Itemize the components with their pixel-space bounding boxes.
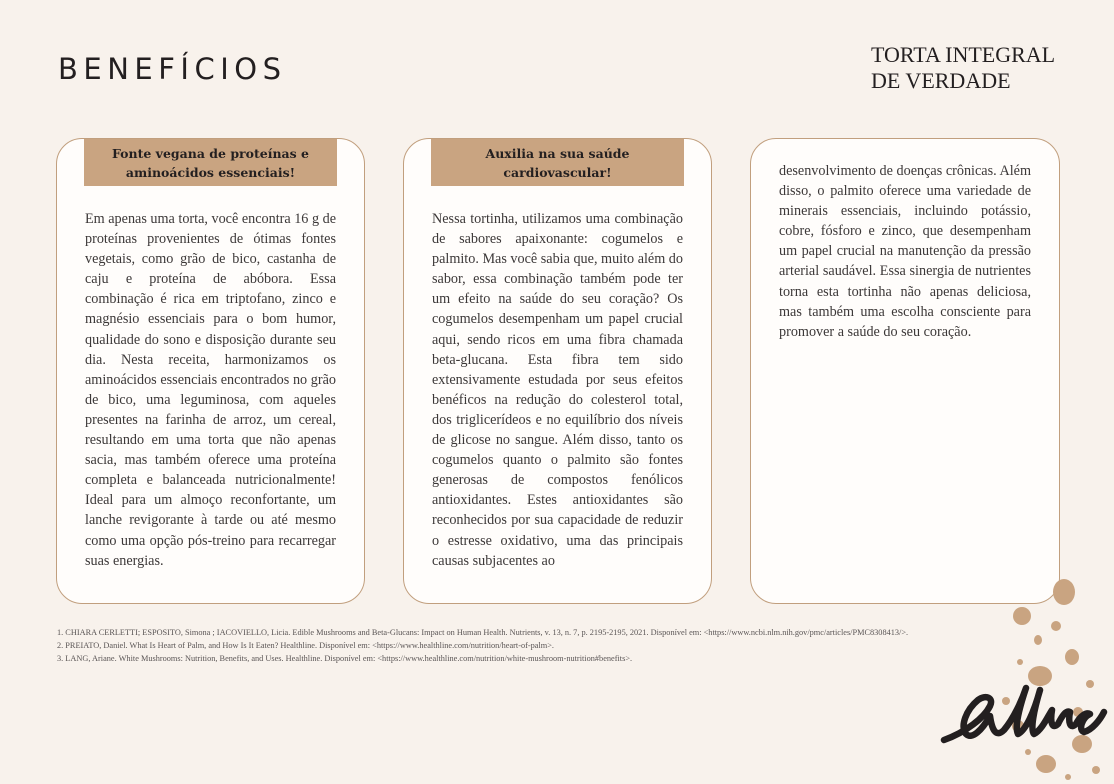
card-heading: Fonte vegana de proteínas e aminoácidos essenciais! bbox=[84, 139, 337, 186]
card-body-text: Nessa tortinha, utilizamos uma combinação de sabores apaixonante: cogumelos e palmito. Mas você sabia que, muito além do sabor, essa combinação também pode ter um efeito na saúde do seu coração? Os cogumelos desempenham um papel crucial aqui, sendo ricos em uma fibra chamada beta-glucana. Esta fibra tem sido extensivamente estudada por seus efeitos benéficos na redução do colesterol total, dos triglicerídeos e no equilíbrio dos níveis de glicose no sangue. Além disso, tanto os cogumelos quanto o palmito são fontes generosas de compostos fenólicos antioxidantes. Estes antioxidantes são reconhecidos por sua capacidade de reduzir o estresse oxidativo, uma das principais causas subjacentes ao bbox=[432, 211, 683, 569]
product-name-line-1: TORTA INTEGRAL bbox=[871, 42, 1056, 67]
card-heading: Auxilia na sua saúde cardiovascular! bbox=[431, 139, 684, 186]
benefit-card-protein bbox=[56, 138, 365, 604]
product-name bbox=[871, 42, 1055, 94]
page-title: BENEFÍCIOS bbox=[58, 52, 287, 86]
footnote: 2. PREIATO, Daniel. What Is Heart of Palm, and How Is It Eaten? Healthline. Disponível em: <https://www.healthline.com/nutrition/heart-of-palm>. bbox=[57, 641, 554, 651]
card-body-text: Em apenas uma torta, você encontra 16 g de proteínas provenientes de ótimas fontes vegetais, como grão de bico, castanha de caju e proteína de abóbora. Essa combinação é rica em triptofano, zinco e magnésio essenciais para o bom humor, qualidade do sono e disposição durante seu dia. Nesta receita, harmonizamos os aminoácidos essenciais encontrados no grão de bico, uma leguminosa, com aqueles presentes na farinha de arroz, um cereal, resultando em uma torta que não apenas sacia, mas também oferece uma proteína completa e balanceada nutricionalmente! Ideal para um almoço reconfortante, um lanche revigorante à tarde ou até mesmo como uma opção pós-treino para recarregar suas energias. bbox=[85, 211, 336, 569]
benefit-card-continuation bbox=[750, 138, 1060, 604]
dot-pattern bbox=[1002, 579, 1100, 780]
product-name-line-2: DE VERDADE bbox=[871, 68, 1011, 93]
footnotes bbox=[57, 626, 917, 666]
benefit-card-cardiovascular bbox=[403, 138, 712, 604]
footnote: 1. CHIARA CERLETTI; ESPOSITO, Simona ; IACOVIELLO, Licia. Edible Mushrooms and Beta-Glucans: Impact on Human Health. Nutrients, v. 13, n. 7, p. 2195-2195, 2021. Disponível em: <https://www.ncbi.nlm.nih.gov/pmc/articles/PMC8308413/>. bbox=[57, 628, 909, 637]
footnote: 3. LANG, Ariane. White Mushrooms: Nutrition, Benefits, and Uses. Healthline. Disponível em: <https://www.healthline.com/nutrition/white-mushroom-nutrition#benefits>. bbox=[57, 654, 633, 664]
card-body-text: desenvolvimento de doenças crônicas. Além disso, o palmito oferece uma variedade de minerais essenciais, incluindo potássio, cobre, fósforo e zinco, que desempenham um papel crucial na manutenção da pressão arterial saudável. Essa sinergia de nutrientes torna esta tortinha não apenas deliciosa, mas também uma escolha consciente para promover a saúde do seu coração. bbox=[779, 163, 1031, 340]
allma-logo bbox=[944, 688, 1104, 740]
